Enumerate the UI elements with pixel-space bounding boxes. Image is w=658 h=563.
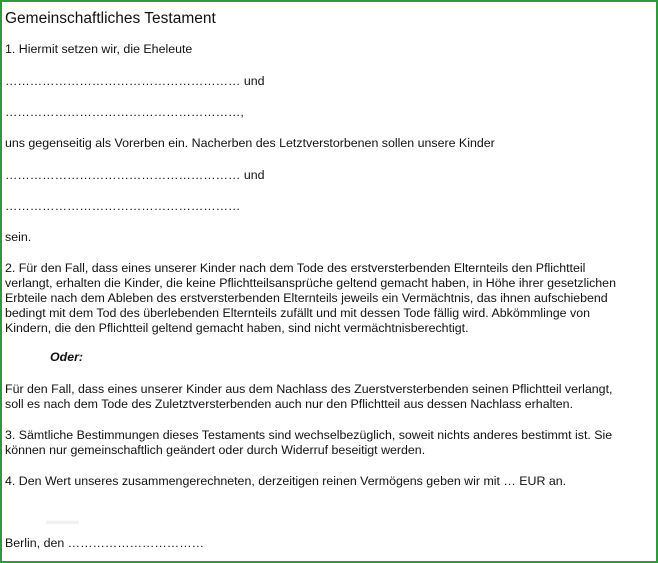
paragraph-2-line-3: Erbteile nach dem Ableben des erstversterbenden Elternteils jeweils ein Vermächtnis, das ihnen aufschiebend (5, 291, 608, 305)
paragraph-3-line-1: 3. Sämtliche Bestimmungen dieses Testaments sind wechselbezüglich, soweit nichts anderes bestimmt ist. Sie (5, 428, 613, 442)
spouse-1-blank-line: ………………………………………………… und (5, 74, 265, 88)
paragraph-2-line-2: verlangt, erhalten die Kinder, die keine Pflichtteilsansprüche geltend gemacht haben, in Höhe ihrer gesetzlichen (5, 276, 616, 290)
document-title: Gemeinschaftliches Testament (5, 10, 216, 27)
child-2-blank-line: ………………………………………………… (5, 199, 241, 213)
paragraph-2-line-1: 2. Für den Fall, dass eines unserer Kinder nach dem Tode des erstversterbenden Elternteils den Pflichtteil (5, 261, 586, 275)
paragraph-1-heirs-text: uns gegenseitig als Vorerben ein. Nacherben des Letztverstorbenen sollen unsere Kinder (5, 136, 495, 150)
alternative-line-2: soll es nach dem Tode des Zuletztversterbenden auch nur den Pflichtteil aus dessen Nachlass erhalten. (5, 397, 574, 411)
paragraph-1-end: sein. (5, 230, 32, 244)
alternative-line-1: Für den Fall, dass eines unserer Kinder aus dem Nachlass des Zuerstversterbenden seinen Pflichtteil verlangt, (5, 382, 613, 396)
paragraph-4: 4. Den Wert unseres zusammengerechneten, derzeitigen reinen Vermögens geben wir mit … EUR an. (5, 474, 567, 488)
spouse-2-blank-line: …………………………………………………, (5, 105, 244, 119)
paragraph-3-line-2: können nur gemeinschaftlich geändert oder durch Widerruf beseitigt werden. (5, 443, 426, 457)
child-1-blank-line: ………………………………………………… und (5, 168, 265, 182)
place-date-line: Berlin, den …………………………… (5, 536, 204, 550)
oder-heading: Oder: (50, 350, 84, 364)
faint-watermark-mark: ▬▬▬ (46, 515, 79, 527)
paragraph-1-intro: 1. Hiermit setzen wir, die Eheleute (5, 42, 193, 56)
paragraph-2-line-5: Kindern, die den Pflichtteil geltend gemacht haben, sind nicht vermächtnisberechtigt. (5, 321, 469, 335)
paragraph-2-line-4: bedingt mit dem Tod des überlebenden Elternteils zufällt und mit dessen Tode fällig wird. Abkömmlinge von (5, 306, 590, 320)
